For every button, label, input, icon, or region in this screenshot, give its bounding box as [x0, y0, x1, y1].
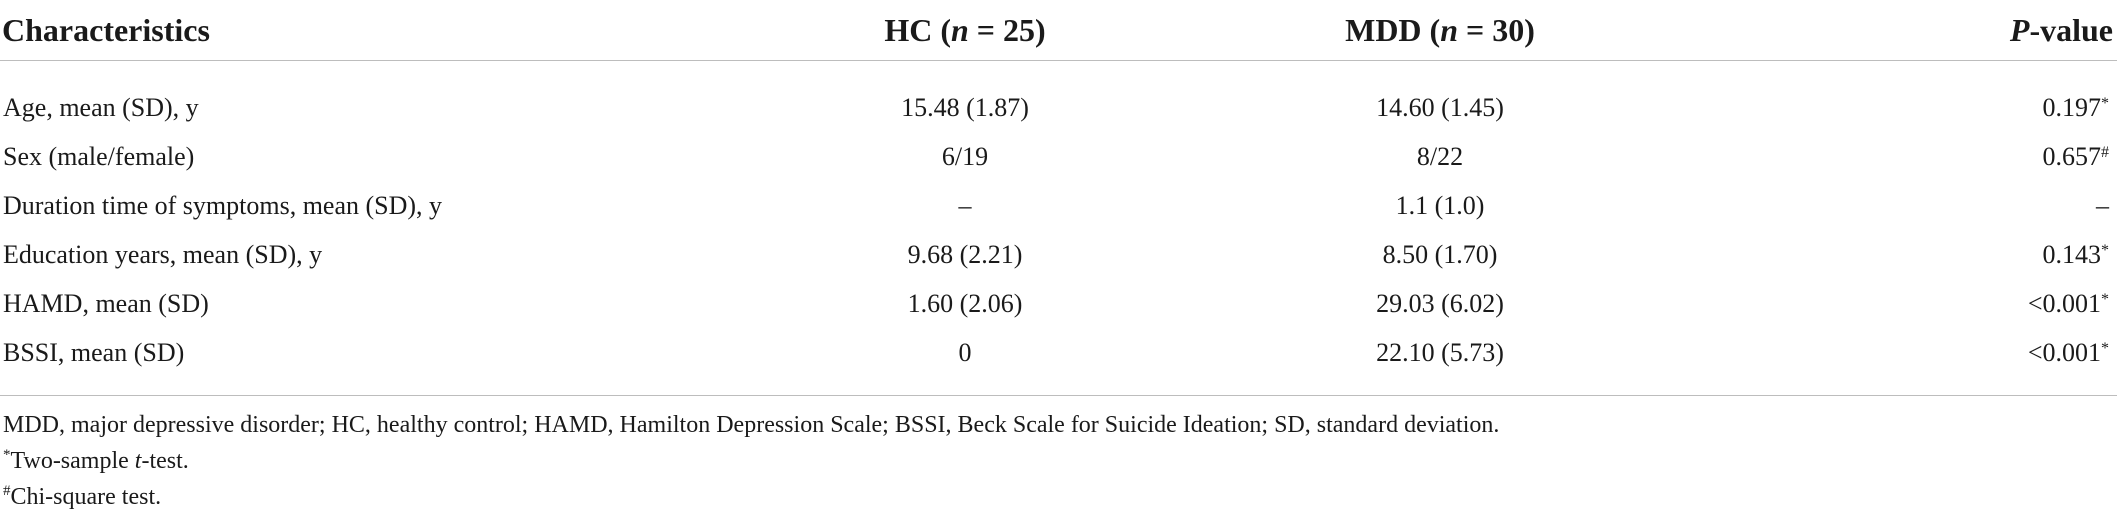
- cell-p-value: [1730, 181, 2117, 230]
- cell-hc: 1.60 (2.06): [907, 288, 1023, 318]
- cell-p-value: [1730, 230, 2117, 279]
- footnote-star-mark: *: [3, 447, 11, 463]
- p-value-mark: *: [2101, 241, 2109, 259]
- p-value-text: 0.197: [2042, 92, 2101, 122]
- cell-mdd: 29.03 (6.02): [1376, 288, 1504, 318]
- p-value-mark: *: [2101, 94, 2109, 112]
- cell-mdd: 22.10 (5.73): [1150, 328, 1730, 396]
- p-value-text: –: [2096, 190, 2109, 220]
- header-hc-prefix: HC (: [884, 11, 951, 48]
- header-hc: [780, 0, 1150, 61]
- p-value-text: <0.001: [2027, 337, 2101, 367]
- cell-hc: 6/19: [941, 141, 989, 171]
- table-row: [0, 181, 2117, 230]
- p-value-text: 0.657: [2042, 141, 2101, 171]
- p-value-text: 0.143: [2042, 239, 2101, 269]
- cell-characteristic: Age, mean (SD), y: [3, 92, 199, 122]
- cell-characteristic: Duration time of symptoms, mean (SD), y: [3, 190, 443, 220]
- table-body: [0, 61, 2117, 396]
- cell-mdd: 8.50 (1.70): [1382, 239, 1498, 269]
- footnote-t-test: [3, 443, 1499, 479]
- table-row: [0, 61, 2117, 133]
- p-value-mark: #: [2101, 143, 2109, 161]
- cell-hc: 9.68 (2.21): [907, 239, 1023, 269]
- header-mdd: [1150, 0, 1730, 61]
- footnote-t-test-italic: t: [134, 448, 142, 474]
- footnote-chi-square-text: Chi-square test.: [10, 484, 162, 510]
- cell-characteristic: Education years, mean (SD), y: [3, 239, 323, 269]
- table-row: [0, 279, 2117, 328]
- table-row: [0, 230, 2117, 279]
- header-mdd-suffix: = 30): [1457, 11, 1535, 48]
- table-footnotes: [3, 407, 1499, 515]
- cell-p-value: [1730, 279, 2117, 328]
- p-value-text: <0.001: [2027, 288, 2101, 318]
- cell-mdd: 1.1 (1.0): [1395, 190, 1485, 220]
- footnote-chi-square: [3, 479, 1499, 515]
- table-row: [0, 328, 2117, 396]
- cell-characteristic: Sex (male/female): [3, 141, 195, 171]
- cell-p-value: [1730, 61, 2117, 133]
- header-mdd-prefix: MDD (: [1345, 11, 1441, 48]
- cell-hc: 15.48 (1.87): [901, 92, 1029, 122]
- footnote-abbreviations: MDD, major depressive disorder; HC, healthy control; HAMD, Hamilton Depression Scale; BSSI, Beck Scale for Suicide Ideation; SD, standard deviation.: [3, 412, 1500, 438]
- cell-p-value: [1730, 328, 2117, 396]
- table-row: [0, 132, 2117, 181]
- header-hc-n: n: [950, 11, 969, 48]
- header-p-letter: P: [2009, 11, 2030, 48]
- cell-hc: 0: [780, 328, 1150, 396]
- header-p-value: [1730, 0, 2117, 61]
- footnote-hash-mark: #: [3, 483, 11, 499]
- header-row: [0, 0, 2117, 61]
- table-header: [0, 0, 2117, 61]
- header-p-suffix: -value: [2029, 11, 2113, 48]
- footnote-t-test-prefix: Two-sample: [10, 448, 135, 474]
- cell-p-value: [1730, 132, 2117, 181]
- p-value-mark: *: [2101, 290, 2109, 308]
- cell-mdd: 8/22: [1416, 141, 1464, 171]
- cell-characteristic: HAMD, mean (SD): [3, 288, 209, 318]
- header-hc-suffix: = 25): [968, 11, 1046, 48]
- header-characteristics: Characteristics: [0, 0, 780, 61]
- p-value-mark: *: [2101, 339, 2109, 357]
- cell-characteristic: BSSI, mean (SD): [0, 328, 780, 396]
- footnote-t-test-suffix: -test.: [141, 448, 189, 474]
- cell-hc: –: [958, 190, 972, 220]
- header-mdd-n: n: [1440, 11, 1458, 48]
- cell-mdd: 14.60 (1.45): [1376, 92, 1504, 122]
